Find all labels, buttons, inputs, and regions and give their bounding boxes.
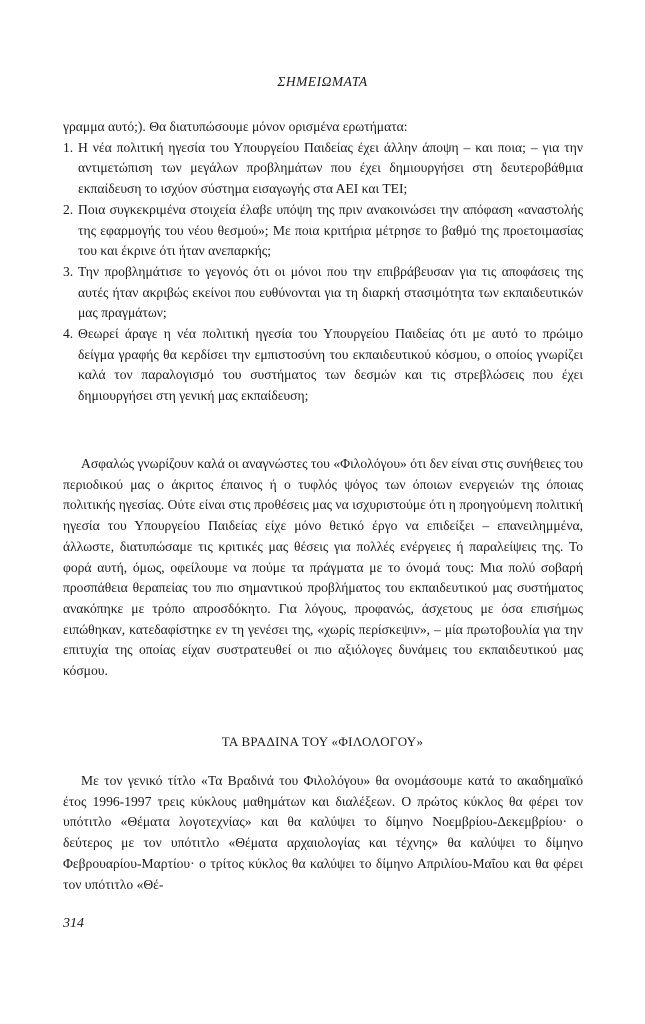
question-number: 3. — [63, 263, 74, 279]
question-item — [63, 324, 583, 407]
question-text: Η νέα πολιτική ηγεσία του Υπουργείου Παιδείας έχει άλλην άποψη – και ποια; – για την αντιμετώπιση των μεγάλων προβλημάτων που έχει δημιουργήσει στη δευτεροβάθμια εκπαίδευση το ισχύον σύστημα εισαγωγής στα ΑΕΙ και ΤΕΙ; — [78, 139, 583, 197]
body-paragraph: Ασφαλώς γνωρίζουν καλά οι αναγνώστες του «Φιλολόγου» ότι δεν είναι στις συνήθειες του περιοδικού μας ο άκριτος έπαινος ή ο τυφλός ψόγος των όποιων ενεργειών της όποιας πολιτικής ηγεσίας. Ούτε είναι στις προθέσεις μας να ισχυριστούμε ότι η προηγούμενη πολιτική ηγεσία του Υπουργείου Παιδείας είχε μόνο θετικό έργο να επιδείξει – επανειλημμένα, άλλωστε, διατυπώσαμε τις κριτικές μας θέσεις για πολλές ενέργειες ή παραλείψεις της. Το φορά αυτή, όμως, οφείλουμε να πούμε τα πράγματα με το όνομά τους: Μια πολύ σοβαρή προσπάθεια θεραπείας του πιο σημαντικού προβλήματος του εκπαιδευτικού μας συστήματος ανακόπηκε με τρόπο απροσδόκητο. Για λόγους, προφανώς, άσχετους με όσα επισήμως ειπώθηκαν, κατεδαφίστηκε εν τη γενέσει της, «χωρίς περίσκεψιν», – μία πρωτοβουλία για την επιτυχία της οποίας είχαν συστρατευθεί οι πιο αξιόλογες δυνάμεις του εκπαιδευτικού μας κόσμου. — [63, 456, 583, 679]
question-item — [63, 262, 583, 324]
question-text: Την προβλημάτισε το γεγονός ότι οι μόνοι που την επιβράβευσαν για τις αποφάσεις της αυτές ήταν ακριβώς εκείνοι που ευθύνονται για τη διαρκή στασιμότητα των εκπαιδευτικών μας πραγμάτων; — [78, 263, 583, 321]
questions-block — [63, 117, 583, 407]
question-number: 2. — [63, 201, 74, 217]
question-number: 4. — [63, 326, 74, 342]
question-list — [63, 138, 583, 407]
question-item — [63, 200, 583, 262]
intro-line: γραμμα αυτό;). Θα διατυπώσουμε μόνον ορισμένα ερωτήματα: — [63, 119, 408, 134]
question-number: 1. — [63, 139, 74, 155]
question-text: Θεωρεί άραγε η νέα πολιτική ηγεσία του Υπουργείου Παιδείας ότι με αυτό το πρώιμο δείγμα γραφής θα κερδίσει την εμπιστοσύνη του εκπαιδευτικού κόσμου, ο οποίος γνωρίζει καλά τον παραλογισμό του συστήματος των δεσμών και τις στρεβλώσεις που έχει δημιουργήσει στη γενική μας εκπαίδευση; — [78, 326, 583, 404]
question-text: Ποια συγκεκριμένα στοιχεία έλαβε υπόψη της πριν ανακοινώσει την απόφαση «αναστολής της εφαρμογής του νέου θεσμού»; Με ποια κριτήρια μέτρησε το βαθμό της προετοιμασίας του και έκρινε ότι ήταν ανεπαρκής; — [78, 201, 583, 259]
body-paragraph-2: Με τον γενικό τίτλο «Τα Βραδινά του Φιλολόγου» θα ονομάσουμε κατά το ακαδημαϊκό έτος 1996-1997 τρεις κύκλους μαθημάτων και διαλέξεων. Ο πρώτος κύκλος θα φέρει τον υπότιτλο «Θέματα λογοτεχνίας» και θα καλύψει το δίμηνο Νοεμβρίου-Δεκεμβρίου· ο δεύτερος με τον υπότιτλο «Θέματα αρχαιολογίας και τέχνης» θα καλύψει το δίμηνο Φεβρουαρίου-Μαρτίου· ο τρίτος κύκλος θα καλύψει το δίμηνο Απριλίου-Μαΐου και θα φέρει τον υπότιτλο «Θέ- — [63, 773, 583, 892]
running-head: ΣΗΜΕΙΩΜΑΤΑ — [277, 74, 368, 89]
question-item — [63, 138, 583, 200]
section-heading: ΤΑ ΒΡΑΔΙΝΑ ΤΟΥ «ΦΙΛΟΛΟΓΟΥ» — [221, 734, 424, 749]
page-number: 314 — [63, 916, 84, 931]
